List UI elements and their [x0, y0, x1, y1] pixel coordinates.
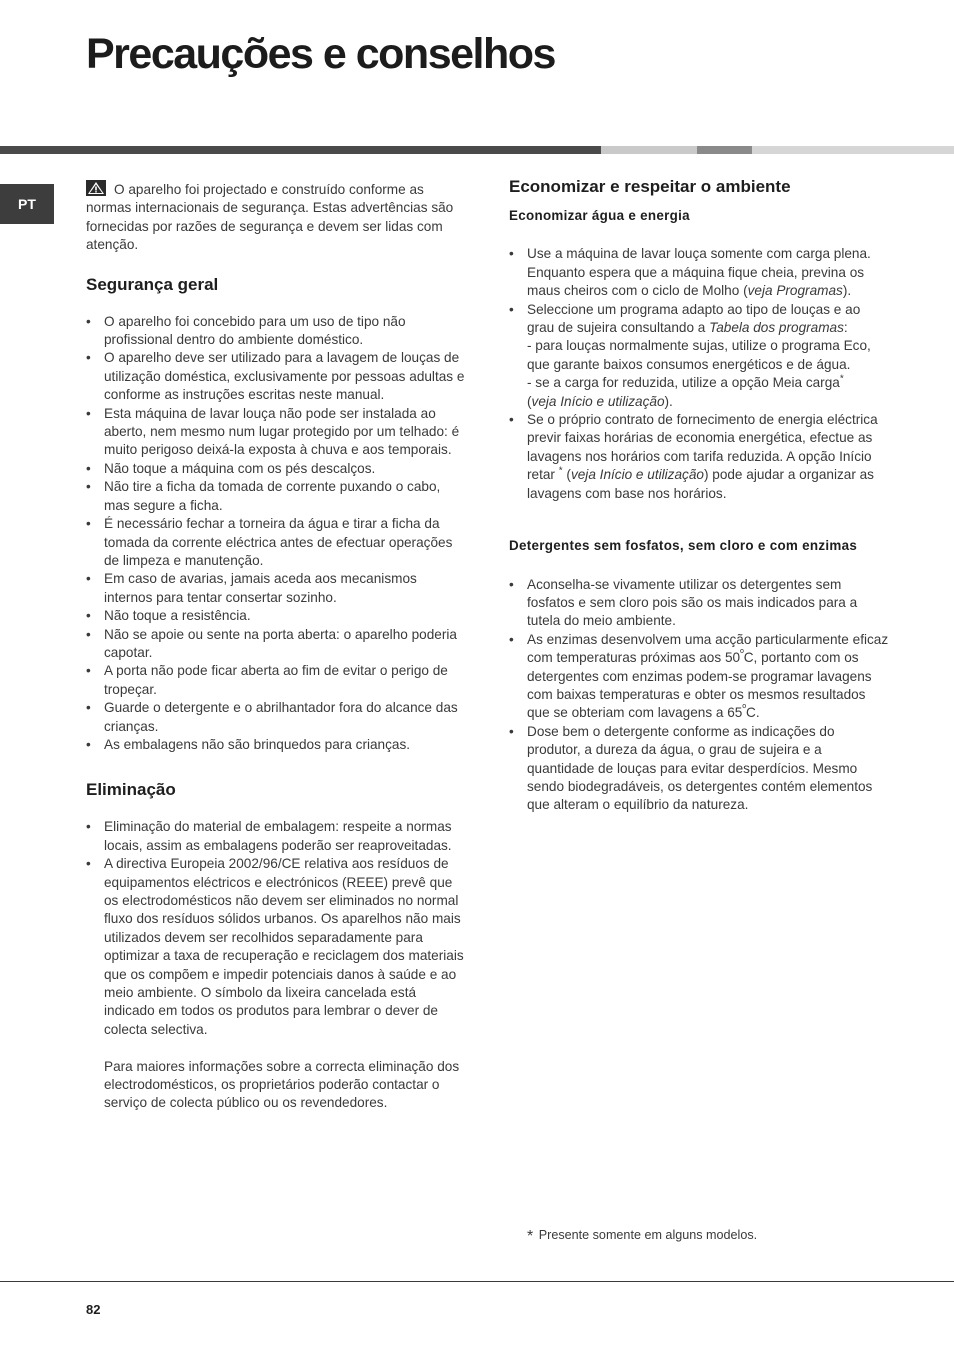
eco-line: - para louças normalmente sujas, utilize o programa Eco, que garante baixos consumos energéticos e de água. [527, 338, 871, 372]
list-item: • As enzimas desenvolvem uma acção particularmente eficaz com temperaturas próximas aos $50^ºC$, portanto com os detergentes com enzimas podem-se programar lavagens com baixas temperaturas e obter os mesmos resultados que se obteriam com lavagens a $65^ºC$. [509, 631, 889, 723]
list-item: • Esta máquina de lavar louça não pode ser instalada ao aberto, nem mesmo num lugar protegido por um telhado: é muito perigoso deixá-la exposta à chuva e aos temporais. [86, 405, 466, 460]
list-item: • O aparelho deve ser utilizado para a lavagem de louças de utilização doméstica, exclusivamente por pessoas adultas e conforme as instruções escritas neste manual. [86, 349, 466, 404]
weee-info-paragraph: Para maiores informações sobre a correcta eliminação dos electrodomésticos, os proprietários poderão contactar o serviço de colecta público ou os revendedores. [104, 1058, 460, 1111]
page-title: Precauções e conselhos [86, 30, 555, 78]
list-item: • Não toque a máquina com os pés descalços. [86, 460, 466, 478]
weee-paragraph: A directiva Europeia 2002/96/CE relativa aos resíduos de equipamentos eléctricos e electrónicos (REEE) prevê que os electrodomésticos não devem ser eliminados no normal fluxo dos resíduos sólidos urbanos. Os aparelhos não mais utilizados devem ser recolhidos separadamente para optimizar a taxa de recuperação e reciclagem dos materiais que os compõem e impedir potenciais danos à saúde e ao meio ambiente. O símbolo da lixeira cancelada está indicado em todos os produtos para lembrar o dever de colecta selectiva. [104, 856, 464, 1037]
footnote [527, 1228, 757, 1246]
detergentes-subheading: Detergentes sem fosfatos, sem cloro e com enzimas [509, 538, 858, 554]
eliminacao-list [86, 818, 466, 1112]
list-item: • Dose bem o detergente conforme as indicações do produtor, a dureza da água, o grau de sujeira e a quantidade de louças para evitar desperdícios. Mesmo sendo biodegradáveis, os detergentes contém elementos que alteram o equilíbrio da natureza. [509, 723, 889, 815]
asterisk: * [839, 373, 844, 385]
meia-carga-line: - se a carga for reduzida, utilize a opção Meia carga* (veja Início e utilização). [527, 373, 844, 409]
header-bar-mid [697, 146, 752, 154]
list-item: • Em caso de avarias, jamais aceda aos mecanismos internos para tentar consertar sozinho. [86, 570, 466, 607]
detergentes-list [509, 576, 889, 815]
header-bar-light-right [752, 146, 954, 154]
ref-inicio-utilizacao: veja Início e utilização [531, 393, 665, 409]
list-item: • Não se apoie ou sente na porta aberta: o aparelho poderia capotar. [86, 626, 466, 663]
language-tab: PT [0, 184, 54, 224]
list-item: • Eliminação do material de embalagem: respeite a normas locais, assim as embalagens poderão ser reaproveitadas. [86, 818, 466, 855]
ref-tabela-programas: Tabela dos programas [709, 320, 844, 336]
economizar-list [509, 245, 889, 503]
footnote-asterisk: * [527, 1228, 534, 1245]
list-item: • Use a máquina de lavar louça somente com carga plena. Enquanto espera que a máquina fique cheia, previna os maus cheiros com o ciclo de Molho (veja Programas). [509, 245, 889, 300]
seguranca-heading: Segurança geral [86, 274, 219, 294]
eliminacao-heading: Eliminação [86, 780, 176, 800]
list-item: • Não tire a ficha da tomada de corrente puxando o cabo, mas segure a ficha. [86, 478, 466, 515]
agua-energia-subheading: Economizar água e energia [509, 208, 690, 223]
list-item: • Seleccione um programa adapto ao tipo de louças e ao grau de sujeira consultando a Tabela dos programas: - para louças normalmente sujas, utilize o programa Eco, que garante baixos consumos energéticos e de água. - se a carga for reduzida, utilize a opção Meia carga* (veja Início e utilização). [509, 301, 889, 411]
list-item: • Não toque a resistência. [86, 607, 466, 625]
page-number: 82 [86, 1302, 101, 1317]
economizar-heading: Economizar e respeitar o ambiente [509, 177, 791, 196]
left-column [86, 180, 466, 1113]
ref-inicio-utilizacao: veja Início e utilização [570, 467, 704, 483]
ref-programas: veja Programas [747, 283, 843, 299]
list-item: • O aparelho foi concebido para um uso de tipo não profissional dentro do ambiente doméstico. [86, 313, 466, 350]
right-column [509, 176, 889, 815]
list-item: • Guarde o detergente e o abrilhantador fora do alcance das crianças. [86, 699, 466, 736]
asterisk: * [558, 465, 563, 477]
list-item: • Se o próprio contrato de fornecimento de energia eléctrica previr faixas horárias de economia energética, efectue as lavagens nos horários com tarifa reduzida. A opção Início retar * (veja Início e utilização) pode ajudar a organizar as lavagens com base nos horários. [509, 411, 889, 503]
header-bar-dark [0, 146, 601, 154]
list-item: • É necessário fechar a torneira da água e tirar a ficha da tomada da corrente eléctrica antes de efectuar operações de limpeza e manutenção. [86, 515, 466, 570]
warning-icon [86, 180, 106, 196]
header-bar-light [601, 146, 697, 154]
intro-text: O aparelho foi projectado e construído conforme as normas internacionais de segurança. Estas advertências são fornecidas por razões de segurança e devem ser lidas com atenção. [86, 182, 454, 253]
footnote-text: Presente somente em alguns modelos. [538, 1228, 758, 1242]
intro-paragraph [86, 180, 466, 255]
list-item [86, 855, 466, 1113]
list-item: • A porta não pode ficar aberta ao fim de evitar o perigo de tropeçar. [86, 662, 466, 699]
list-item: • As embalagens não são brinquedos para crianças. [86, 736, 466, 754]
footer-rule [0, 1281, 954, 1282]
seguranca-list [86, 313, 466, 755]
list-item: • Aconselha-se vivamente utilizar os detergentes sem fosfatos e sem cloro pois são os mais indicados para a tutela do meio ambiente. [509, 576, 889, 631]
